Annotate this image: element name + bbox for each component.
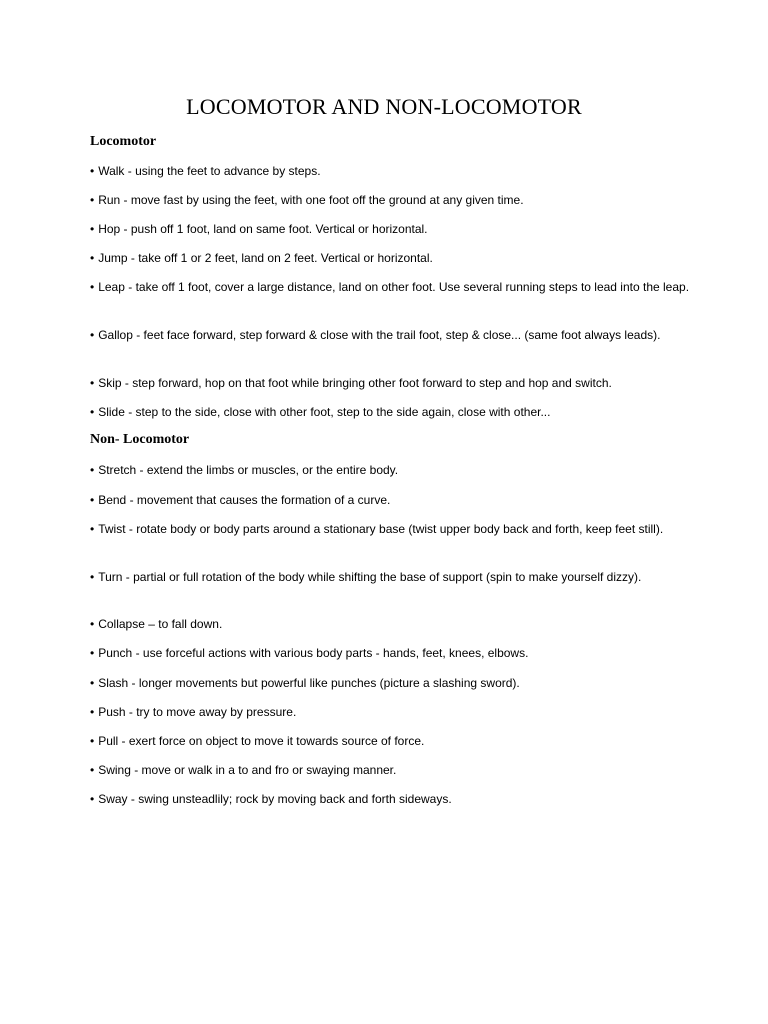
list-item: • Slide - step to the side, close with other foot, step to the side again, close with other... bbox=[90, 405, 551, 419]
list-item: • Twist - rotate body or body parts around a stationary base (twist upper body back and forth, keep feet still). bbox=[90, 522, 664, 536]
list-item: • Push - try to move away by pressure. bbox=[90, 705, 297, 719]
list-item: • Bend - movement that causes the formation of a curve. bbox=[90, 493, 391, 507]
list-item: • Run - move fast by using the feet, with one foot off the ground at any given time. bbox=[90, 193, 524, 207]
list-item: • Slash - longer movements but powerful like punches (picture a slashing sword). bbox=[90, 676, 520, 690]
list-item: • Pull - exert force on object to move it towards source of force. bbox=[90, 734, 425, 748]
list-item: • Punch - use forceful actions with various body parts - hands, feet, knees, elbows. bbox=[90, 646, 529, 660]
list-item: • Stretch - extend the limbs or muscles, or the entire body. bbox=[90, 463, 399, 477]
list-item: • Walk - using the feet to advance by steps. bbox=[90, 164, 321, 178]
list-item: • Leap - take off 1 foot, cover a large distance, land on other foot. Use several running steps to lead into the leap. bbox=[90, 280, 690, 294]
section-heading-locomotor: Locomotor bbox=[90, 134, 157, 149]
list-item: • Jump - take off 1 or 2 feet, land on 2 feet. Vertical or horizontal. bbox=[90, 251, 433, 265]
document-title: LOCOMOTOR AND NON-LOCOMOTOR bbox=[186, 94, 582, 119]
list-item: • Sway - swing unsteadlily; rock by moving back and forth sideways. bbox=[90, 792, 452, 806]
list-item: • Turn - partial or full rotation of the body while shifting the base of support (spin to make yourself dizzy). bbox=[90, 570, 642, 584]
list-item: • Hop - push off 1 foot, land on same foot. Vertical or horizontal. bbox=[90, 222, 428, 236]
list-item: • Swing - move or walk in a to and fro or swaying manner. bbox=[90, 763, 397, 777]
list-item: • Gallop - feet face forward, step forward & close with the trail foot, step & close... (same foot always leads). bbox=[90, 328, 661, 342]
list-item: • Collapse – to fall down. bbox=[90, 617, 223, 631]
list-item: • Skip - step forward, hop on that foot while bringing other foot forward to step and hop and switch. bbox=[90, 376, 612, 390]
section-heading-non-locomotor: Non- Locomotor bbox=[90, 432, 190, 447]
